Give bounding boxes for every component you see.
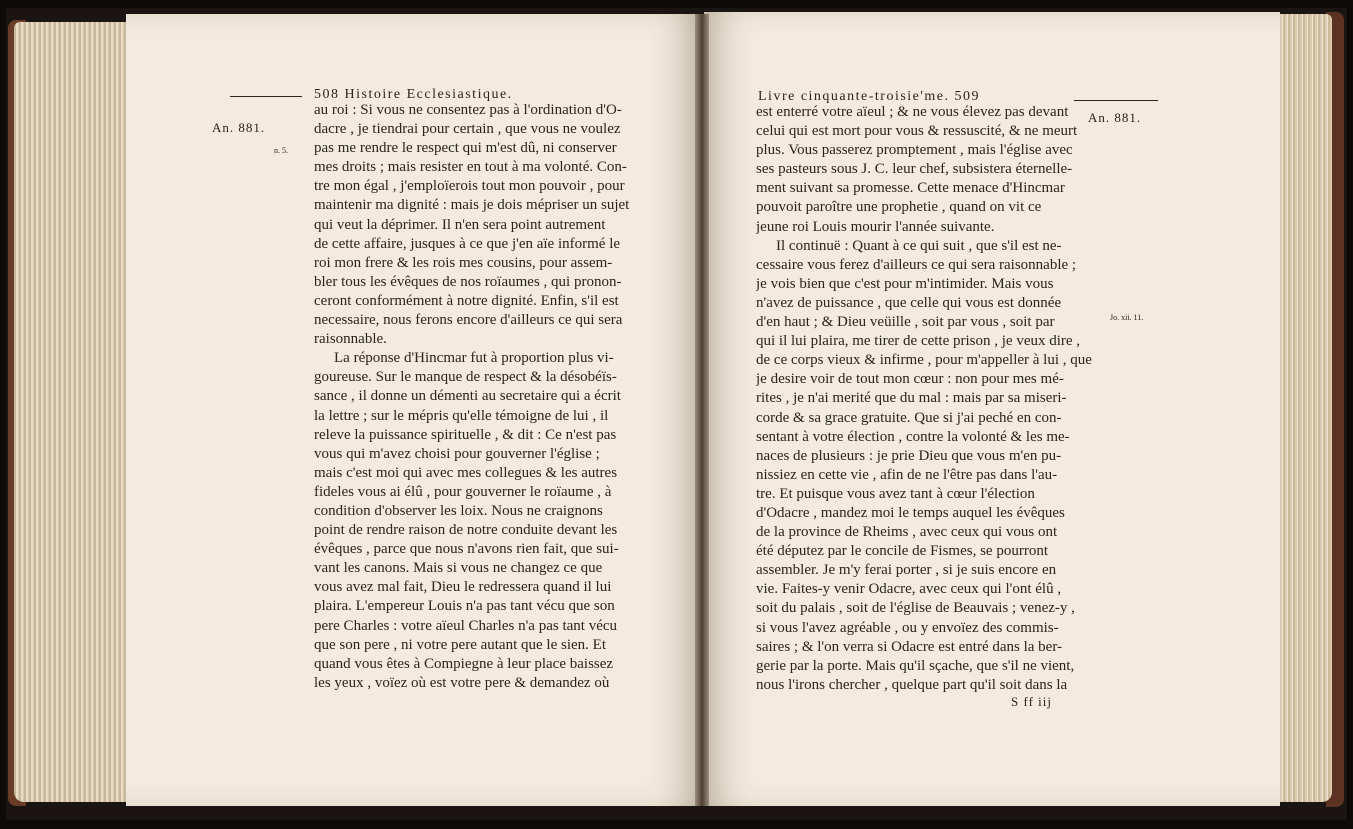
text-line: qui veut la déprimer. Il n'en sera point autrement bbox=[314, 216, 606, 233]
text-line: je vois bien que c'est pour m'intimider. Mais vous bbox=[756, 275, 1054, 292]
text-line: si vous l'avez agréable , ou y envoïez des commis- bbox=[756, 619, 1059, 636]
text-line: je desire voir de tout mon cœur : non pour mes mé- bbox=[756, 371, 1064, 388]
text-line: vant les canons. Mais si vous ne changez ce que bbox=[314, 560, 603, 577]
text-line: tre. Et puisque vous avez tant à cœur l'élection bbox=[756, 485, 1035, 502]
text-line: vous avez mal fait, Dieu le redressera quand il lui bbox=[314, 579, 612, 596]
text-line: la lettre ; sur le mépris qu'elle témoigne de lui , il bbox=[314, 407, 609, 424]
left-margin-note: n. 5. bbox=[274, 146, 288, 155]
right-margin-note: Jo. xii. 11. bbox=[1110, 313, 1144, 322]
text-line: fideles vous ai élû , pour gouverner le roïaume , à bbox=[314, 483, 612, 500]
text-line: bler tous les évêques de nos roïaumes , qui pronon- bbox=[314, 273, 622, 290]
text-line: quand vous êtes à Compiegne à leur place baissez bbox=[314, 655, 614, 672]
text-line: n'avez de puissance , que celle qui vous est donnée bbox=[756, 294, 1062, 311]
text-line: necessaire, nous ferons encore d'ailleurs ce qui sera bbox=[314, 312, 623, 329]
right-margin-year: An. 881. bbox=[1088, 110, 1142, 125]
text-line: vie. Faites-y venir Odacre, avec ceux qui l'ont élû , bbox=[756, 581, 1062, 598]
text-line: pere Charles : votre aïeul Charles n'a pas tant vécu bbox=[314, 617, 618, 634]
right-body-text bbox=[756, 103, 1108, 695]
text-line: cessaire vous ferez d'ailleurs ce qui sera raisonnable ; bbox=[756, 256, 1077, 273]
text-line: point de rendre raison de notre conduite devant les bbox=[314, 522, 618, 539]
text-line: jeune roi Louis mourir l'année suivante. bbox=[756, 218, 995, 235]
text-line: de la province de Rheims , avec ceux qui vous ont bbox=[756, 524, 1058, 541]
text-line: qui il lui plaira, me tirer de cette prison , je veux dire , bbox=[756, 333, 1081, 350]
text-line: assembler. Je m'y ferai porter , si je suis encore en bbox=[756, 562, 1057, 579]
left-margin-rule bbox=[230, 96, 302, 97]
text-line: maintenir ma dignité : mais je dois mépriser un sujet bbox=[314, 197, 630, 214]
text-line: goureuse. Sur le manque de respect & la désobéïs- bbox=[314, 369, 617, 386]
book-gutter bbox=[695, 14, 709, 806]
text-line: releve la puissance spirituelle , & dit : Ce n'est pas bbox=[314, 426, 617, 443]
text-line: plus. Vous passerez promptement , mais l'église avec bbox=[756, 142, 1073, 159]
text-line: pouvoit paroître une prophetie , quand on vit ce bbox=[756, 199, 1042, 216]
text-line: ceront conformément à notre dignité. Enfin, s'il est bbox=[314, 292, 619, 309]
text-line: nous l'irons chercher , quelque part qu'il soit dans la bbox=[756, 676, 1068, 693]
text-line: ses pasteurs sous J. C. leur chef, subsistera éternelle- bbox=[756, 161, 1073, 178]
paragraph-start-line: Il continuë : Quant à ce qui suit , que s'il est ne- bbox=[776, 237, 1062, 254]
text-line: sance , il donne un démenti au secretaire qui a écrit bbox=[314, 388, 621, 405]
text-line: raisonnable. bbox=[314, 331, 387, 348]
text-line: plaira. L'empereur Louis n'a pas tant vécu que son bbox=[314, 598, 615, 615]
left-body-text bbox=[314, 101, 686, 693]
text-line: sentant à votre élection , contre la volonté & les me- bbox=[756, 428, 1070, 445]
text-line: dacre , je tiendrai pour certain , que vous ne voulez bbox=[314, 121, 621, 138]
text-line: de ce corps vieux & infirme , pour m'appeller à lui , que bbox=[756, 352, 1092, 369]
text-line: les yeux , voïez où est votre pere & demandez où bbox=[314, 674, 610, 691]
right-margin-rule bbox=[1074, 100, 1158, 101]
text-line: mais c'est moi qui avec mes collegues & les autres bbox=[314, 464, 618, 481]
text-line: rites , je n'ai merité que du mal : mais par sa miseri- bbox=[756, 390, 1067, 407]
text-line: vous qui m'avez choisi pour gouverner l'église ; bbox=[314, 445, 600, 462]
text-line: d'Odacre , mandez moi le temps auquel les évêques bbox=[756, 504, 1065, 521]
text-line: est enterré votre aïeul ; & ne vous élevez pas devant bbox=[756, 104, 1069, 120]
text-line: ment suivant sa promesse. Cette menace d'Hincmar bbox=[756, 180, 1065, 197]
text-line: d'en haut ; & Dieu veüille , soit par vous , soit par bbox=[756, 314, 1055, 331]
text-line: gerie par la porte. Mais qu'il sçache, que s'il ne vient, bbox=[756, 657, 1075, 674]
text-line: saires ; & l'on verra si Odacre est entré dans la ber- bbox=[756, 638, 1063, 655]
text-line: nissiez en cette vie , afin de ne l'être pas dans l'au- bbox=[756, 466, 1058, 483]
left-running-header: 508 Histoire Ecclesiastique. bbox=[314, 87, 513, 102]
text-line: corde & sa grace gratuite. Que si j'ai peché en con- bbox=[756, 409, 1062, 426]
text-line: tre mon égal , j'emploïerois tout mon pouvoir , pour bbox=[314, 178, 625, 195]
text-line: soit du palais , soit de l'église de Beauvais ; venez-y , bbox=[756, 600, 1075, 617]
text-line: celui qui est mort pour vous & ressuscité, & ne meurt bbox=[756, 123, 1078, 140]
signature-mark: S ff iij bbox=[1011, 694, 1052, 709]
text-line: mes droits ; mais resister en tout à ma volonté. Con- bbox=[314, 159, 627, 176]
right-running-header: Livre cinquante-troisie'me. 509 bbox=[758, 89, 981, 104]
text-line: évêques , parce que nous n'avons rien fait, que sui- bbox=[314, 541, 619, 558]
text-line: été députez par le concile de Fismes, se pourront bbox=[756, 543, 1048, 560]
text-line: condition d'observer les loix. Nous ne craignons bbox=[314, 502, 603, 519]
text-line: roi mon frere & les rois mes cousins, pour assem- bbox=[314, 254, 613, 271]
paragraph-start-line: La réponse d'Hincmar fut à proportion plus vi- bbox=[334, 350, 614, 367]
text-line: au roi : Si vous ne consentez pas à l'ordination d'O- bbox=[314, 102, 622, 118]
text-line: de cette affaire, jusques à ce que j'en aïe informé le bbox=[314, 235, 621, 252]
text-line: naces de plusieurs : je prie Dieu que vous m'en pu- bbox=[756, 447, 1062, 464]
text-line: pas me rendre le respect qui m'est dû, ni conserver bbox=[314, 140, 617, 157]
left-margin-year: An. 881. bbox=[212, 120, 266, 135]
left-page-edges bbox=[14, 22, 134, 802]
text-line: que son pere , ni votre pere autant que le sien. Et bbox=[314, 636, 606, 653]
